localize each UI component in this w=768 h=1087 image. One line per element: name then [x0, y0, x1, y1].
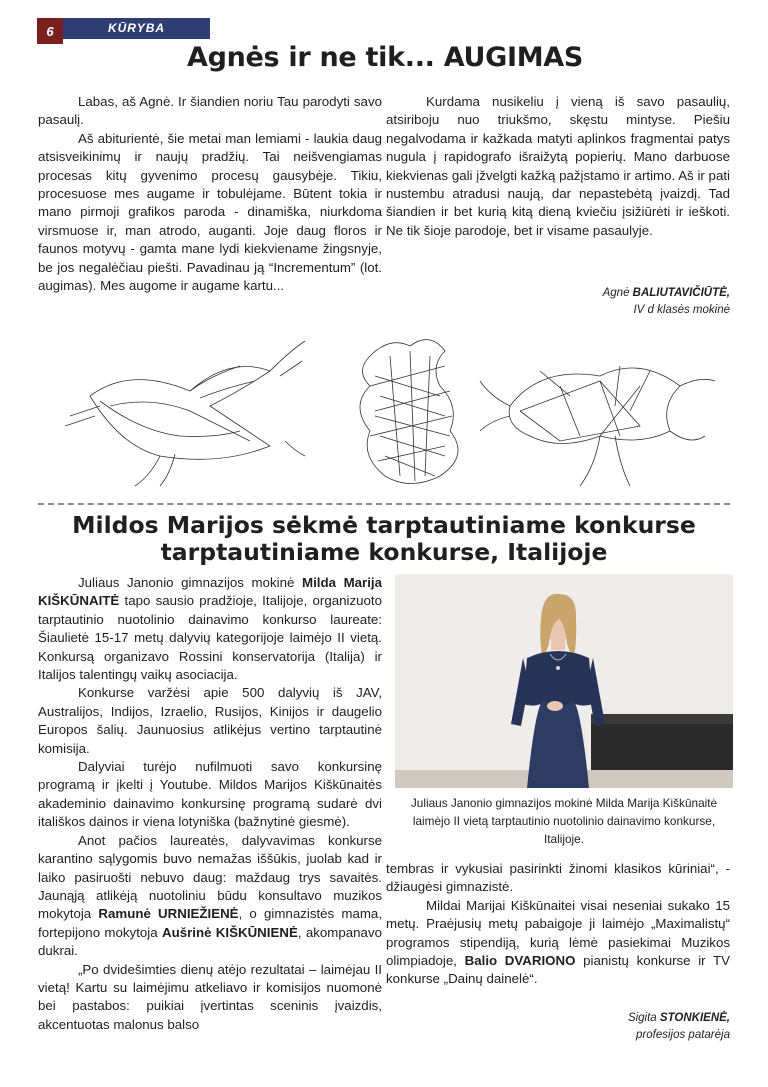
- article1-title: Agnės ir ne tik... AUGIMAS: [186, 42, 584, 73]
- article2-signature: [628, 1010, 730, 1044]
- teacher-name: Ramunė URNIEŽIENĖ: [98, 906, 239, 922]
- article2-title-line2: tarptautiniame konkurse, Italijoje: [160, 538, 608, 566]
- author-last-name: STONKIENĖ,: [659, 1012, 730, 1024]
- author-first-name: Sigita: [627, 1012, 657, 1024]
- page-number: 6: [37, 18, 63, 44]
- author-role: IV d klasės mokinė: [633, 304, 730, 316]
- article1-column-left: [38, 93, 382, 295]
- article1-paragraph: Aš abiturientė, šie metai man lemiami - laukia daug atsisveikinimų ir naujų pradžių. Tai neišvengiamas procesas kitų gyvenimo procesų gausybėje. Tikiu, procesuose mes augame ir tobulėjame. Būtent tokia ir mano pirmoji grafikos paroda - dinamiška, niurkdoma virsmuose ir, man atrodo, auganti. Joje daug floros ir faunos motyvų - gamta mane lydi kiekviename žingsnyje, be jos negalėčiau piešti. Pavadinau ją “Incrementum” (lot. augimas). Mes augome ir augame kartu...: [38, 130, 382, 294]
- article2-paragraph: Mildai Marijai Kiškūnaitei visai neseniai sukako 15 metų. Praėjusių metų pabaigoje ji laimėjo „Maximalistų“ programos stipendiją, kurią lėmė pasiekimai Muzikos olimpiadoje, Balio DVARIONO pianistų konkurse ir TV konkurse „Dainų dainelė“.: [386, 897, 731, 987]
- ink-drawings: [40, 336, 730, 496]
- article2-paragraph: tembras ir vykusiai pasirinkti žinomi klasikos kūriniai“, - džiaugėsi gimnazistė.: [386, 861, 730, 895]
- article2-paragraph: Konkurse varžėsi apie 500 dalyvių iš JAV, Australijos, Indijos, Izraelio, Rusijos, Kinijos ir daugelio Europos šalių. Jaunuosius atlikėjus vertino tarptautinė komisija.: [38, 685, 382, 756]
- photo-illustration: [395, 574, 733, 788]
- article2-column-left: [38, 574, 382, 1034]
- article1-signature: [603, 285, 730, 319]
- article2-paragraph: Anot pačios laureatės, dalyvavimas konkurse karantino sąlygomis buvo nemažas iššūkis, juolab kad ir laiko pasiruošti nebuvo daug: maždaug trys savaitės. Jaunąją atlikėją nuotoliniu būdu konsultavo muzikos mokytoja Ramunė URNIEŽIENĖ, o gimnazistės mama, fortepijono mokytoja Aušrinė KIŠKŪNIENĖ, akompanavo dukrai.: [38, 832, 383, 959]
- article2-paragraph: „Po dvidešimties dienų atėjo rezultatai – laimėjau II vietą! Kartu su laimėjimu atkeliavo ir komisijos nuomonė bei pastabos: puikiai įvertintas sceninis įvaizdis, akcentuotas malonus balso: [38, 961, 382, 1032]
- article2-title-line1: Mildos Marijos sėkmė tarptautiniame konkurse: [72, 511, 696, 539]
- article2-title: [60, 512, 708, 566]
- article1-paragraph: Kurdama nusikeliu į vieną iš savo pasaulių, atsiriboju nuo triukšmo, skęstu mintyse. Piešiu negalvodama ir kažkada matyti aplinkos fragmentai patys nugula į rapidografo išraižytą popierių. Mano darbuose kiekvienas gali įžvelgti kažką pažįstamo ir artimo. Aš ir pati nustembu atradusi naują, dar nepastebėtą įvaizdį. Tad šiandien ir bet kurią kitą dieną kviečiu įsižiūrėti ir ieškoti. Ne tik šioje parodoje, bet ir visame pasaulyje.: [386, 94, 730, 238]
- article2-paragraph: Juliaus Janonio gimnazijos mokinė Milda Marija KIŠKŪNAITĖ tapo sausio pradžioje, Italijoje, organizuoto tarptautinio nuotolinio dainavimo konkurso laureate: Šiaulietė 15-17 metų dalyvių kategorijoje laimėjo II vietą. Konkursą organizavo Rossini konservatorija (Italija) ir Italijos talentingų vaikų asociacija.: [38, 575, 382, 683]
- author-first-name: Agnė: [602, 287, 630, 299]
- author-role: profesijos patarėja: [636, 1029, 730, 1041]
- article-divider: [38, 503, 730, 505]
- section-label: KŪRYBA: [63, 18, 210, 37]
- abstract-drawing-center: [360, 340, 458, 484]
- author-last-name: BALIUTAVIČIŪTĖ,: [632, 287, 730, 299]
- article1-column-right: [386, 93, 730, 240]
- pianist-name: Balio DVARIONO: [464, 953, 576, 969]
- article2-column-right: [386, 860, 730, 989]
- bird-drawing-left: [65, 341, 305, 486]
- singer-photo: [395, 574, 733, 788]
- student-name: Milda Marija KIŠKŪNAITĖ: [38, 575, 382, 609]
- photo-caption: Juliaus Janonio gimnazijos mokinė Milda Marija Kiškūnaitė laimėjo II vietą tarptautinio nuotolinio dainavimo konkurse, Italijoje.: [410, 796, 718, 846]
- article1-paragraph: Labas, aš Agnė. Ir šiandien noriu Tau parodyti savo pasaulį.: [38, 94, 382, 128]
- section-underline: [63, 37, 210, 39]
- bird-drawing-right: [480, 366, 715, 486]
- mother-name: Aušrinė KIŠKŪNIENĖ: [161, 924, 298, 940]
- article2-paragraph: Dalyviai turėjo nufilmuoti savo konkursinę programą ir įkelti į Youtube. Mildos Marijos Kiškūnaitės akademinio dainavimo konkursinę programą sudarė dvi itališkos dainos ir viena lotyniška (bažnytinė giesmė).: [38, 759, 382, 830]
